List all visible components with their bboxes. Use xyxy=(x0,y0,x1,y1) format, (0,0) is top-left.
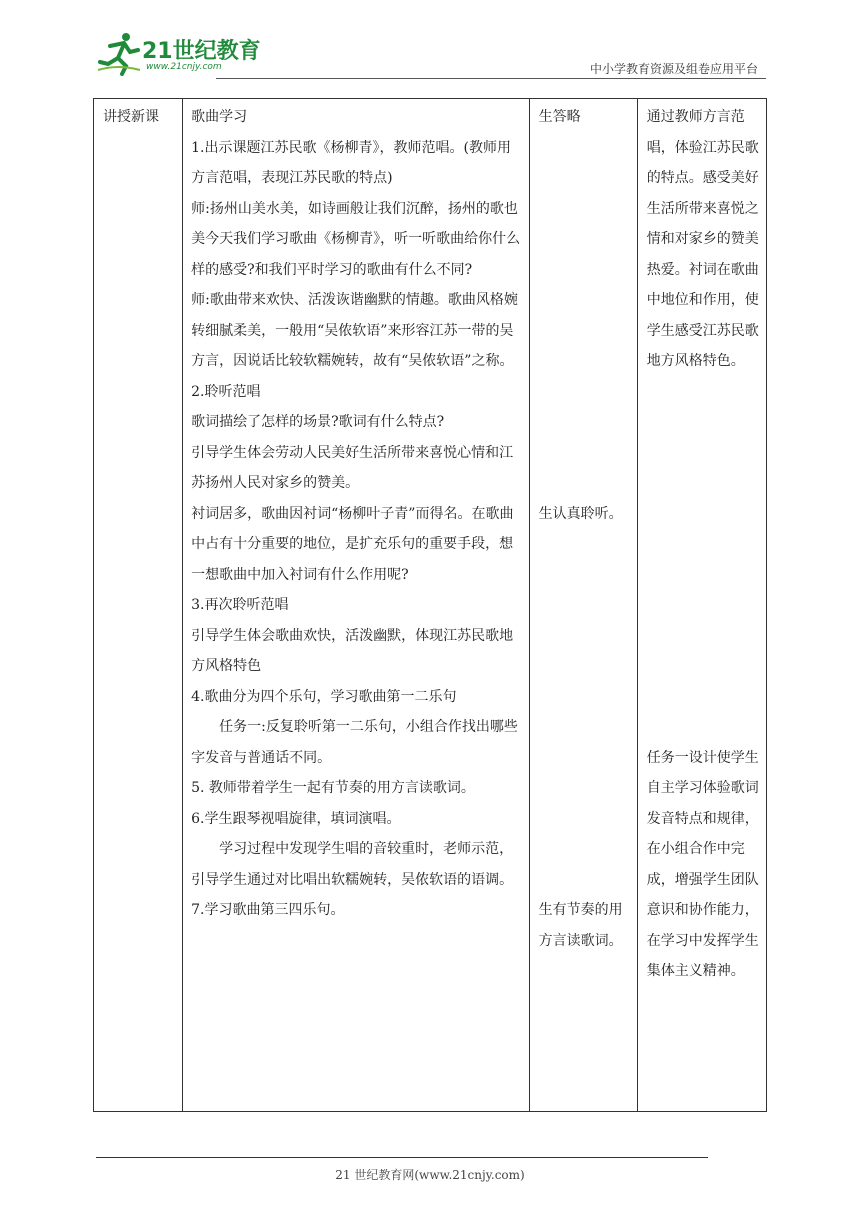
guide-style: 引导学生体会歌曲欢快，活泼幽默，体现江苏民歌地方风格特色 xyxy=(191,627,514,674)
running-figure-icon xyxy=(96,30,142,76)
step-2: 2.聆听范唱 xyxy=(191,383,261,400)
stage-label: 讲授新课 xyxy=(103,109,159,125)
teacher-demo: 学习过程中发现学生唱的音较重时，老师示范，引导学生通过对比唱出软糯婉转，吴侬软语的语调。 xyxy=(191,841,514,888)
logo-title: 21世纪教育 xyxy=(142,39,261,64)
lesson-table xyxy=(93,98,767,1112)
teacher-intro: 师:扬州山美水美，如诗画般让我们沉醉，扬州的歌也美今天我们学习歌曲《杨柳青》，听一听歌曲给你什么样的感受?和我们平时学习的歌曲有什么不同? xyxy=(191,200,521,278)
design-intent xyxy=(647,102,759,987)
step-6: 6.学生跟琴视唱旋律，填词演唱。 xyxy=(191,810,401,827)
intent-cell xyxy=(637,99,766,1112)
section-title: 歌曲学习 xyxy=(191,109,248,125)
student-listen: 生认真聆听。 xyxy=(538,505,623,522)
header-divider xyxy=(216,78,766,79)
student-activity xyxy=(539,102,631,956)
intent-one: 通过教师方言范唱，体验江苏民歌的特点。感受美好生活所带来喜悦之情和对家乡的赞美热爱。衬词在歌曲中地位和作用，使学生感受江苏民歌地方风格特色。 xyxy=(646,109,759,369)
task-one: 任务一:反复聆听第一二乐句，小组合作找出哪些字发音与普通话不同。 xyxy=(191,719,518,766)
guide-feeling: 引导学生体会劳动人民美好生活所带来喜悦心情和江苏扬州人民对家乡的赞美。 xyxy=(191,444,514,491)
teaching-cell xyxy=(183,99,530,1112)
table-row xyxy=(94,99,767,1112)
page-footer: 21 世纪教育网(www.21cnjy.com) xyxy=(335,1168,525,1182)
step-7: 7.学习歌曲第三四乐句。 xyxy=(191,902,345,918)
lyrics-question: 歌词描绘了怎样的场景?歌词有什么特点? xyxy=(191,414,445,430)
platform-label: 中小学教育资源及组卷应用平台 xyxy=(589,62,758,76)
step-5: 5. 教师带着学生一起有节奏的用方言读歌词。 xyxy=(191,780,475,796)
student-answer: 生答略 xyxy=(538,109,581,125)
step-1: 1.出示课题江苏民歌《杨柳青》，教师范唱。(教师用方言范唱，表现江苏民歌的特点) xyxy=(191,139,511,186)
student-read: 生有节奏的用方言读歌词。 xyxy=(538,902,623,949)
teaching-content xyxy=(191,102,521,926)
stage-cell xyxy=(94,99,183,1112)
step-4: 4.歌曲分为四个乐句，学习歌曲第一二乐句 xyxy=(191,688,457,705)
student-cell xyxy=(529,99,637,1112)
site-logo xyxy=(96,30,276,76)
teacher-explain: 师:歌曲带来欢快、活泼诙谐幽默的情趣。歌曲风格婉转细腻柔美，一般用“吴侬软语”来形容江苏一带的吴方言，因说话比较软糯婉转，故有“吴侬软语”之称。 xyxy=(191,292,518,369)
step-3: 3.再次聆听范唱 xyxy=(191,597,289,613)
intent-two: 任务一设计使学生自主学习体验歌词发音特点和规律，在小组合作中完成，增强学生团队意识和协作能力，在学习中发挥学生集体主义精神。 xyxy=(646,749,759,979)
footer-divider xyxy=(96,1157,708,1158)
page-header xyxy=(96,30,766,78)
logo-url: www.21cnjy.com xyxy=(146,62,222,72)
filler-words-note: 衬词居多，歌曲因衬词“杨柳叶子青”而得名。在歌曲中占有十分重要的地位，是扩充乐句的重要手段，想一想歌曲中加入衬词有什么作用呢? xyxy=(191,505,514,583)
